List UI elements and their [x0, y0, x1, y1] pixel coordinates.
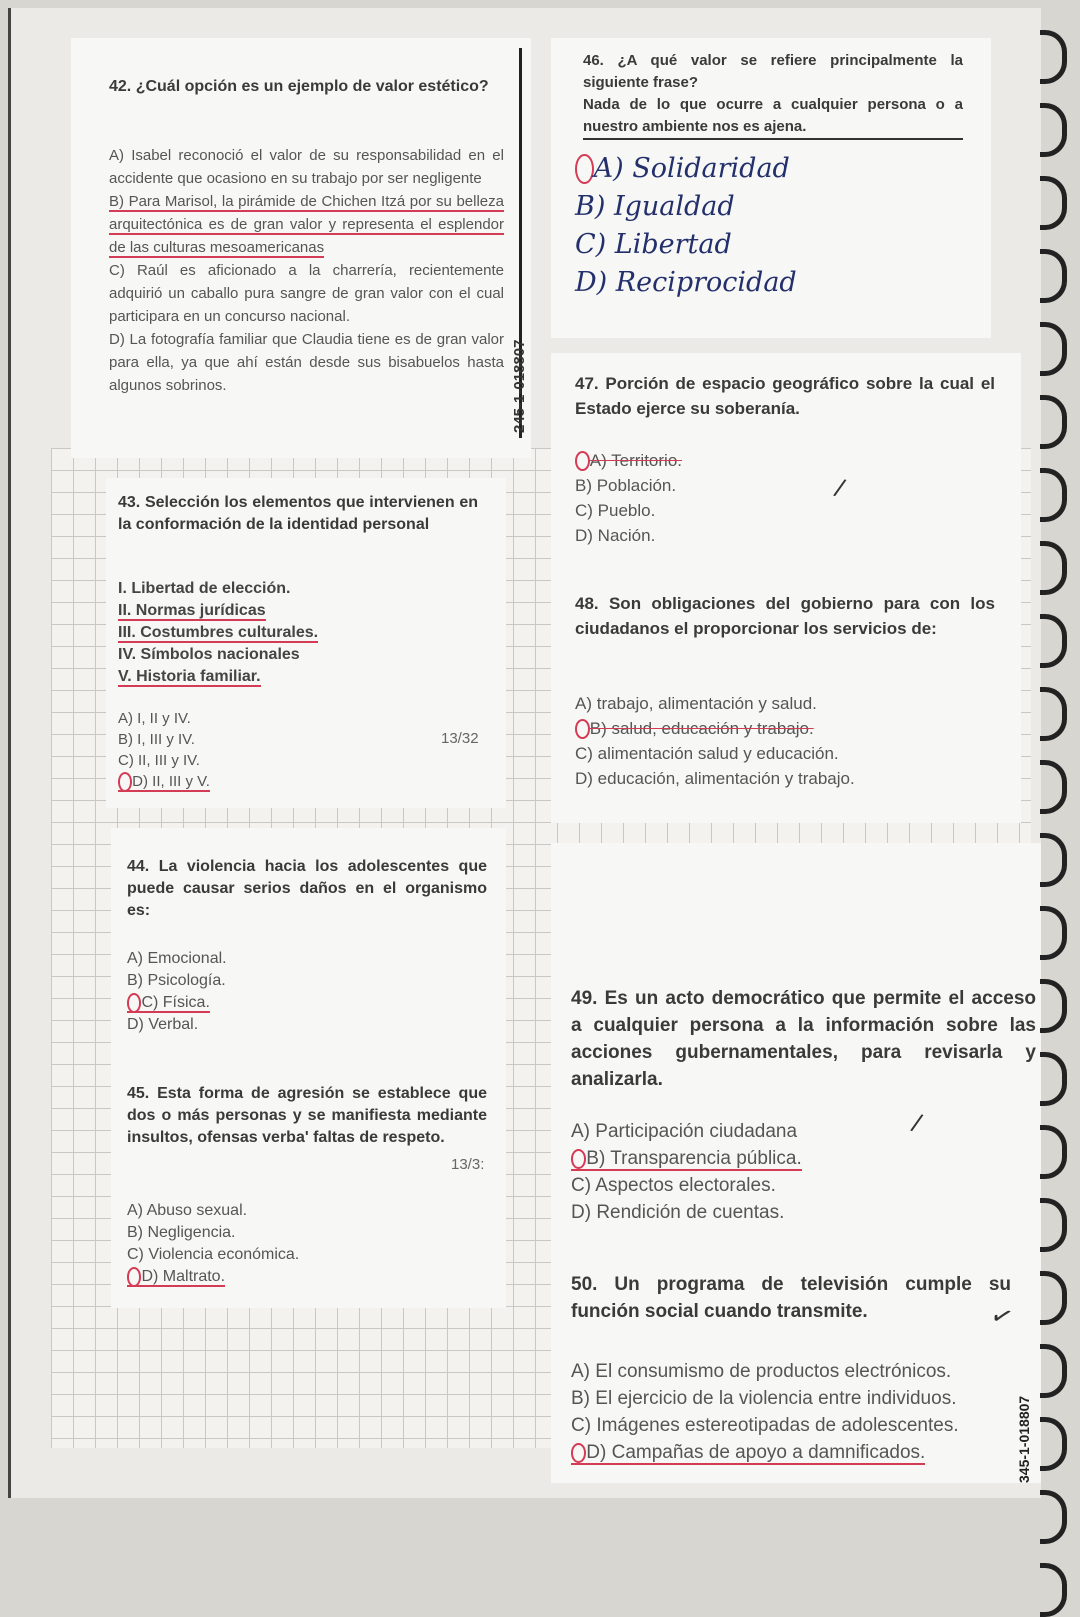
- q47-option-b: B) Población.: [575, 476, 677, 495]
- q43-option-a: A) I, II y IV.: [118, 710, 191, 727]
- q46-title: 46. ¿A qué valor se refiere principalmente la siguiente frase?: [583, 52, 963, 91]
- q50-option-d: D) Campañas de apoyo a damnificados.: [571, 1439, 959, 1466]
- spiral-ring: [1040, 1052, 1067, 1106]
- q50-options: [571, 1358, 959, 1466]
- notebook-page: [8, 8, 1041, 1498]
- q45-option-a: A) Abuso sexual.: [127, 1202, 248, 1219]
- sheet-q46: [551, 38, 991, 338]
- q45-option-c: C) Violencia económica.: [127, 1246, 300, 1263]
- spiral-ring: [1040, 979, 1067, 1033]
- q45-option-b: B) Negligencia.: [127, 1224, 236, 1241]
- spiral-ring: [1040, 614, 1067, 668]
- q45-page-number: 13/3:: [451, 1156, 485, 1173]
- q45-option-d: D) Maltrato.: [127, 1266, 299, 1288]
- q42-title: 42. ¿Cuál opción es un ejemplo de valor estético?: [109, 78, 489, 95]
- q50-option-c: C) Imágenes estereotipadas de adolescentes.: [571, 1415, 959, 1436]
- q42-option-a: A) Isabel reconoció el valor de su responsabilidad en el accidente que ocasiono en su trabajo por ser negligente: [109, 147, 504, 187]
- q43-option-b: B) I, III y IV.: [118, 731, 195, 748]
- q48-title: 48. Son obligaciones del gobierno para con los ciudadanos el proporcionar los servicios de:: [575, 594, 995, 638]
- q49-option-d: D) Rendición de cuentas.: [571, 1202, 785, 1223]
- q43-page-number: 13/32: [441, 730, 479, 747]
- spiral-ring: [1040, 1198, 1067, 1252]
- q43-options: [118, 708, 210, 792]
- q42-options: [109, 144, 504, 397]
- q46-answer-c: C) Libertad: [575, 229, 732, 260]
- q43-item-2: II. Normas jurídicas: [118, 602, 266, 619]
- q46-handwritten-answers: [575, 150, 797, 302]
- spiral-ring: [1040, 1271, 1067, 1325]
- q47-option-d: D) Nación.: [575, 526, 656, 545]
- q49-option-a: A) Participación ciudadana: [571, 1121, 798, 1142]
- q47-options: [575, 448, 682, 548]
- spiral-ring: [1040, 1490, 1067, 1544]
- q48-options: [575, 691, 855, 791]
- spiral-ring: [1040, 1417, 1067, 1471]
- q43-items: [118, 578, 318, 688]
- vertical-code-right: 345-1-018807: [1016, 1395, 1032, 1483]
- q47-option-c: C) Pueblo.: [575, 501, 656, 520]
- q47-option-a: A) Territorio.: [575, 448, 682, 473]
- q43-title: 43. Selección los elementos que intervienen en la conformación de la identidad personal: [118, 494, 478, 533]
- sheet-q47-q48: [551, 353, 1021, 823]
- spiral-ring: [1040, 1344, 1067, 1398]
- q43-item-4: IV. Símbolos nacionales: [118, 646, 300, 663]
- spiral-ring: [1040, 103, 1067, 157]
- q48-option-b: B) salud, educación y trabajo.: [575, 716, 855, 741]
- vertical-code: 245-1-018807: [511, 339, 528, 433]
- q44-option-b: B) Psicología.: [127, 972, 226, 989]
- q49-title: 49. Es un acto democrático que permite el acceso a cualquier persona a la información sobre las acciones gubernamentales, para revisarla y analizarla.: [571, 988, 1036, 1090]
- q49-option-c: C) Aspectos electorales.: [571, 1175, 776, 1196]
- q50-option-a: A) El consumismo de productos electrónicos.: [571, 1361, 952, 1382]
- q43-item-3: III. Costumbres culturales.: [118, 624, 319, 641]
- spiral-ring: [1040, 1125, 1067, 1179]
- q42-option-b: B) Para Marisol, la pirámide de Chichen Itzá por su belleza arquitectónica es de gran valor y representa el esplendor de las culturas mesoamericanas: [109, 193, 504, 256]
- q49-checkmark-icon: /: [908, 1107, 926, 1139]
- q44-option-a: A) Emocional.: [127, 950, 227, 967]
- spiral-ring: [1040, 468, 1067, 522]
- q44-option-c: C) Física.: [127, 992, 227, 1014]
- q50-checkmark-icon: ✓: [986, 1298, 1018, 1334]
- q46-answer-d: D) Reciprocidad: [575, 267, 797, 298]
- spiral-ring: [1040, 1563, 1067, 1617]
- q44-option-d: D) Verbal.: [127, 1016, 199, 1033]
- spiral-ring: [1040, 395, 1067, 449]
- q47-title: 47. Porción de espacio geográfico sobre la cual el Estado ejerce su soberanía.: [575, 374, 995, 418]
- q43-item-5: V. Historia familiar.: [118, 668, 261, 685]
- q49-option-b: B) Transparencia pública.: [571, 1145, 802, 1172]
- q49-options: [571, 1118, 802, 1226]
- q46-quote: Nada de lo que ocurre a cualquier persona o a nuestro ambiente nos es ajena.: [583, 94, 963, 140]
- spiral-ring: [1040, 541, 1067, 595]
- spiral-ring: [1040, 176, 1067, 230]
- spiral-binding: [1040, 30, 1080, 1470]
- q42-option-c: C) Raúl es aficionado a la charrería, recientemente adquirió un caballo pura sangre de gran valor con el cual participara en un concurso nacional.: [109, 262, 504, 325]
- spiral-ring: [1040, 906, 1067, 960]
- sheet-q44-q45: [111, 828, 506, 1308]
- sheet-q42: [71, 38, 531, 458]
- q50-option-b: B) El ejercicio de la violencia entre individuos.: [571, 1388, 957, 1409]
- spiral-ring: [1040, 760, 1067, 814]
- spiral-ring: [1040, 249, 1067, 303]
- q46-answer-a: A) Solidaridad: [575, 150, 797, 188]
- q46-answer-b: B) Igualdad: [575, 191, 735, 222]
- q45-title: 45. Esta forma de agresión se establece que dos o más personas y se manifiesta mediante insultos, ofensas verba' faltas de respeto.: [127, 1085, 487, 1146]
- q43-item-1: I. Libertad de elección.: [118, 580, 291, 597]
- q44-options: [127, 948, 227, 1036]
- q43-option-d: D) II, III y V.: [118, 771, 210, 792]
- q47-checkmark-icon: /: [831, 472, 849, 504]
- q42-option-d: D) La fotografía familiar que Claudia tiene es de gran valor para ella, ya que ahí están desde sus bisabuelos hasta algunos sobrinos.: [109, 331, 504, 394]
- spiral-ring: [1040, 322, 1067, 376]
- spiral-ring: [1040, 30, 1067, 84]
- q48-option-d: D) educación, alimentación y trabajo.: [575, 769, 855, 788]
- q43-option-c: C) II, III y IV.: [118, 752, 200, 769]
- q50-title: 50. Un programa de televisión cumple su función social cuando transmite.: [571, 1274, 1011, 1322]
- q44-title: 44. La violencia hacia los adolescentes que puede causar serios daños en el organismo es:: [127, 858, 487, 919]
- sheet-q43: [106, 478, 506, 808]
- q48-option-a: A) trabajo, alimentación y salud.: [575, 694, 817, 713]
- sheet-q49-q50: [551, 843, 1041, 1483]
- spiral-ring: [1040, 833, 1067, 887]
- spiral-ring: [1040, 687, 1067, 741]
- q45-options: [127, 1200, 299, 1288]
- q48-option-c: C) alimentación salud y educación.: [575, 744, 839, 763]
